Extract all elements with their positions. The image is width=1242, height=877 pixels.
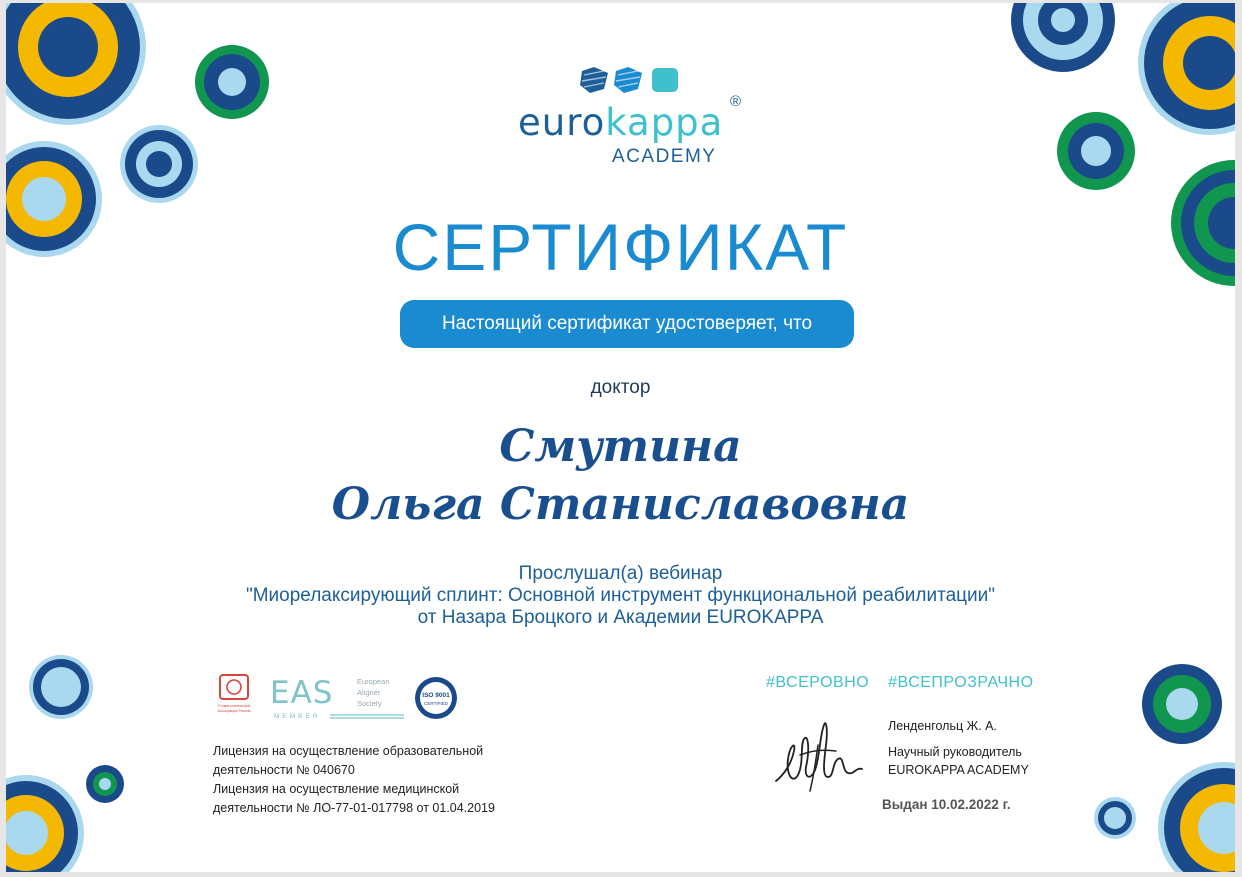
hashtags [766, 674, 1048, 692]
accreditation-badges [214, 671, 464, 723]
iso-certified-label: CERTIFIED [424, 701, 448, 706]
signatory-role-line: Научный руководитель [888, 745, 1022, 759]
deco-circle [1142, 664, 1222, 744]
course-line-3: от Назара Броцкого и Академии EUROKAPPA [417, 607, 824, 628]
registered-mark: ® [730, 93, 742, 110]
logo-brand-kappa: kappa [605, 101, 724, 144]
course-line-1: Прослушал(а) вебинар [518, 563, 723, 584]
recipient-surname: Смутина [499, 421, 742, 472]
course-line-2: "Миорелаксирующий сплинт: Основной инструмент функциональной реабилитации" [245, 585, 996, 606]
deco-circle [6, 3, 146, 125]
eas-sub-label-1: European [357, 677, 390, 686]
license-info [213, 742, 495, 818]
deco-circle [1138, 3, 1235, 135]
deco-circle [1094, 797, 1136, 839]
deco-circle [195, 45, 269, 119]
deco-circle [1057, 112, 1135, 190]
issue-date: Выдан 10.02.2022 г. [882, 797, 1011, 812]
deco-circle [86, 765, 124, 803]
star-association-label-2: Ассоциации России [217, 709, 251, 713]
recipient-given-names: Ольга Станиславовна [331, 479, 910, 530]
deco-circle [1011, 3, 1115, 72]
deco-circle [6, 775, 84, 872]
eas-member-label: MEMBER [274, 713, 321, 720]
eas-sub-label-2: Aligner [357, 688, 381, 697]
certificate-title: СЕРТИФИКАТ [392, 210, 849, 284]
license-line: Лицензия на осуществление образовательной [213, 744, 484, 758]
iso-label: ISO 9001 [422, 692, 450, 699]
eas-label: EAS [270, 675, 334, 711]
signatory-name: Ленденгольц Ж. А. [888, 719, 997, 733]
signatory-role [888, 743, 1029, 779]
star-association-label-1: Стоматологической [217, 704, 251, 708]
logo-academy: ACADEMY [612, 146, 717, 167]
handwritten-signature [770, 715, 880, 800]
license-line: деятельности № 040670 [213, 763, 355, 777]
logo-mark-icon [580, 67, 680, 95]
hashtag: #ВСЕРОВНО [766, 674, 870, 691]
certificate-subtitle-pill: Настоящий сертификат удостоверяет, что [400, 300, 854, 348]
logo-wordmark [518, 101, 723, 144]
deco-circle [120, 125, 198, 203]
signatory-role-line: EUROKAPPA ACADEMY [888, 763, 1029, 777]
course-description [6, 563, 1235, 629]
logo-brand-euro: euro [518, 101, 606, 144]
eas-logo [270, 675, 404, 720]
eas-sub-label-3: Society [357, 699, 382, 708]
hashtag: #ВСЕПРОЗРАЧНО [888, 674, 1034, 691]
iso-9001-badge [415, 677, 457, 719]
license-line: деятельности № ЛО-77-01-017798 от 01.04.2019 [213, 801, 495, 815]
certificate-page [6, 3, 1235, 872]
deco-circle [29, 655, 93, 719]
recipient-prefix: доктор [590, 377, 651, 398]
license-line: Лицензия на осуществление медицинской [213, 782, 460, 796]
deco-circle [1158, 762, 1235, 872]
star-association-logo [217, 675, 250, 713]
eurokappa-logo [516, 63, 751, 168]
